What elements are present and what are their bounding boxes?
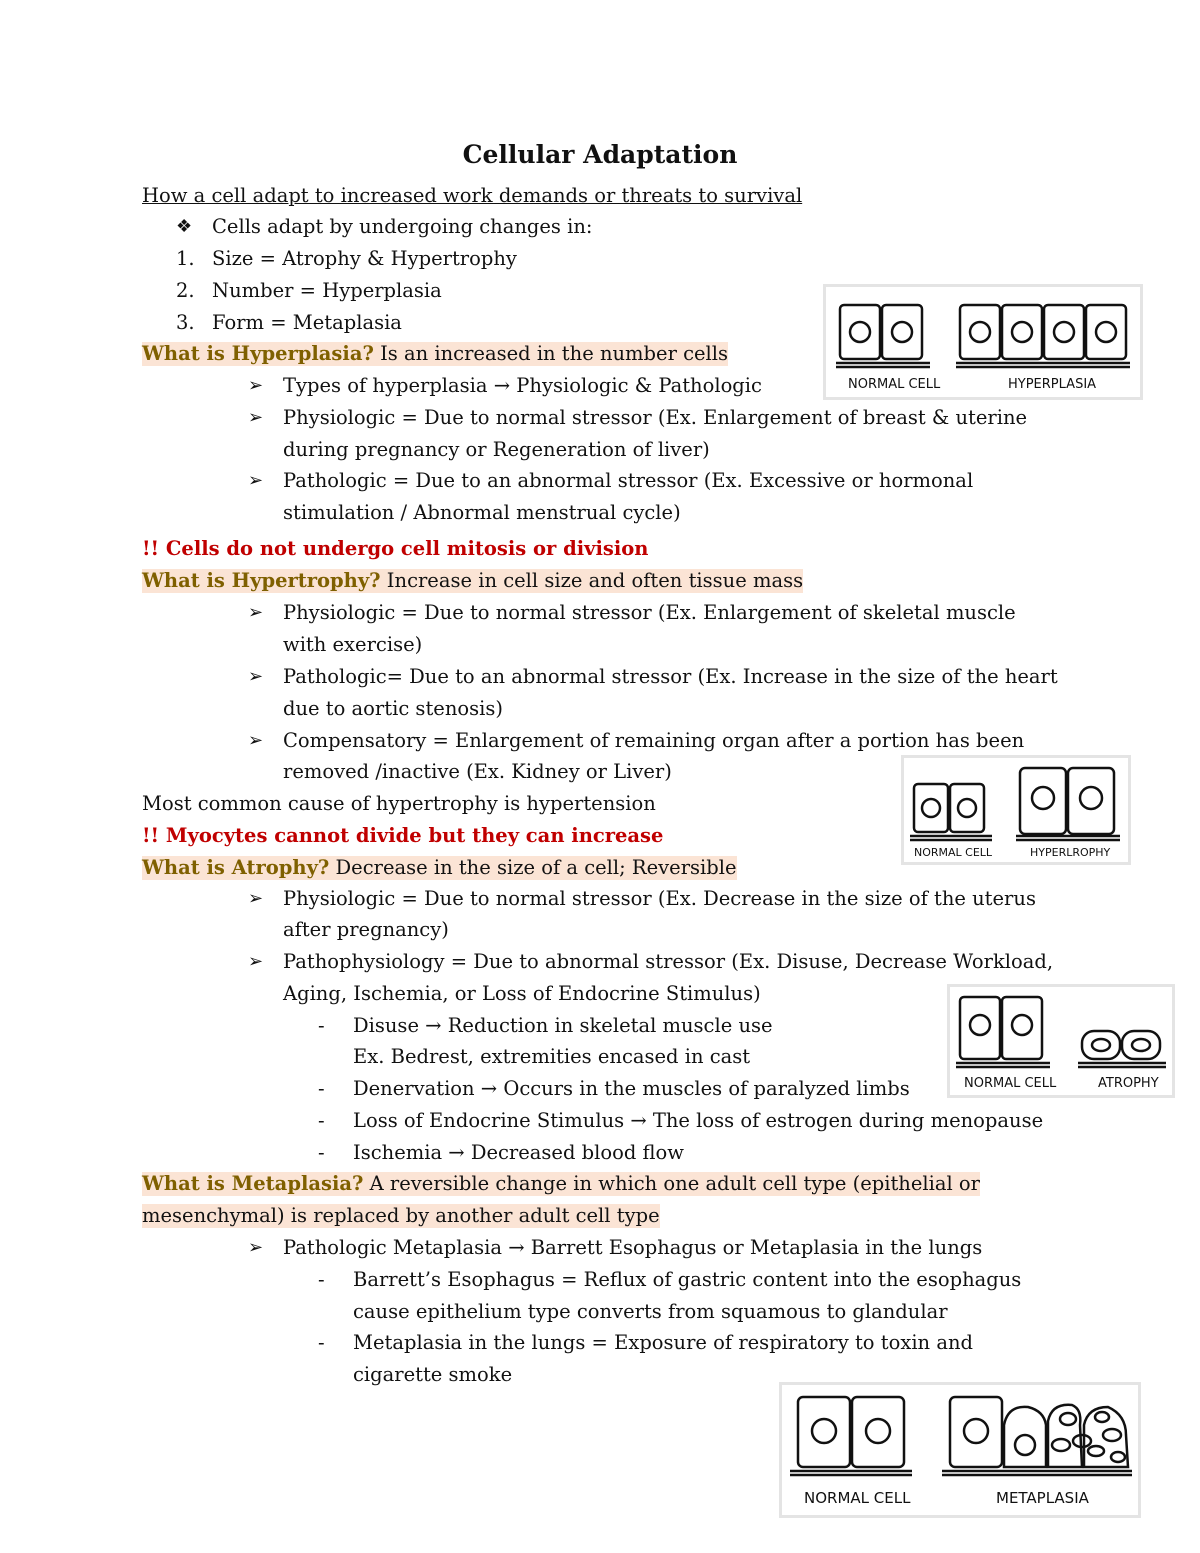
atrophy-ischemia: Ischemia → Decreased blood flow [353,1141,684,1164]
arrow-bullet-icon: ➢ [248,888,264,909]
atrophy-disuse-example: Ex. Bedrest, extremities encased in cast [353,1045,751,1068]
hypertrophy-physiologic: Physiologic = Due to normal stressor (Ex. Enlargement of skeletal muscle [283,601,1016,624]
atrophy-disuse: Disuse → Reduction in skeletal muscle use [353,1014,773,1037]
arrow-bullet-icon: ➢ [248,602,264,623]
hypertrophy-figure [901,755,1131,865]
figure-caption: METAPLASIA [996,1489,1089,1507]
atrophy-endocrine: Loss of Endocrine Stimulus → The loss of estrogen during menopause [353,1109,1044,1132]
metaplasia-barrett: Barrett’s Esophagus = Reflux of gastric content into the esophagus [353,1268,1022,1291]
metaplasia-barrett-cont: cause epithelium type converts from squamous to glandular [353,1300,948,1323]
atrophy-answer: Decrease in the size of a cell; Reversible [329,856,737,879]
figure-caption: HYPERLROPHY [1030,846,1111,859]
hyperplasia-answer: Is an increased in the number cells [373,342,729,365]
hypertrophy-compensatory: Compensatory = Enlargement of remaining organ after a portion has been [283,729,1025,752]
atrophy-heading [142,856,737,880]
list-item: Form = Metaplasia [212,311,402,334]
figure-caption: NORMAL CELL [964,1076,1057,1091]
hyperplasia-warning: !! Cells do not undergo cell mitosis or division [142,537,649,560]
list-item: Size = Atrophy & Hypertrophy [212,247,517,270]
atrophy-physiologic: Physiologic = Due to normal stressor (Ex. Decrease in the size of the uterus [283,887,1036,910]
hypertrophy-pathologic: Pathologic= Due to an abnormal stressor (Ex. Increase in the size of the heart [283,665,1058,688]
dash-bullet-icon: - [318,1268,325,1291]
hypertrophy-heading [142,569,803,593]
dash-bullet-icon: - [318,1141,325,1164]
atrophy-physiologic-cont: after pregnancy) [283,918,449,941]
metaplasia-answer-cont: mesenchymal) is replaced by another adult cell type [142,1204,660,1227]
arrow-bullet-icon: ➢ [248,375,264,396]
atrophy-pathophysiology-cont: Aging, Ischemia, or Loss of Endocrine Stimulus) [283,982,761,1005]
dash-bullet-icon: - [318,1077,325,1100]
hypertrophy-physiologic-cont: with exercise) [283,633,423,656]
hyperplasia-pathologic: Pathologic = Due to an abnormal stressor (Ex. Excessive or hormonal [283,469,974,492]
figure-caption: HYPERPLASIA [1008,377,1097,392]
intro-lead: Cells adapt by undergoing changes in: [212,215,593,238]
atrophy-diagram [950,987,1172,1095]
page-subtitle: How a cell adapt to increased work demands or threats to survival [142,184,803,207]
arrow-bullet-icon: ➢ [248,666,264,687]
dash-bullet-icon: - [318,1331,325,1354]
atrophy-question: What is Atrophy? [142,856,330,879]
list-number: 1. [176,247,195,270]
hyperplasia-physiologic-cont: during pregnancy or Regeneration of liver) [283,438,710,461]
atrophy-denervation: Denervation → Occurs in the muscles of paralyzed limbs [353,1077,910,1100]
hypertrophy-pathologic-cont: due to aortic stenosis) [283,697,503,720]
diamond-bullet-icon: ❖ [176,216,193,237]
hypertrophy-answer: Increase in cell size and often tissue mass [380,569,804,592]
metaplasia-diagram [782,1385,1138,1515]
hyperplasia-figure [823,284,1143,400]
arrow-bullet-icon: ➢ [248,407,264,428]
figure-caption: NORMAL CELL [848,377,941,392]
arrow-bullet-icon: ➢ [248,730,264,751]
list-number: 2. [176,279,195,302]
arrow-bullet-icon: ➢ [248,951,264,972]
hyperplasia-question: What is Hyperplasia? [142,342,374,365]
dash-bullet-icon: - [318,1014,325,1037]
figure-caption: NORMAL CELL [914,846,993,859]
figure-caption: ATROPHY [1098,1076,1159,1091]
arrow-bullet-icon: ➢ [248,1237,264,1258]
metaplasia-answer: A reversible change in which one adult cell type (epithelial or [363,1172,980,1195]
figure-caption: NORMAL CELL [804,1489,911,1507]
hyperplasia-types: Types of hyperplasia → Physiologic & Pathologic [283,374,762,397]
atrophy-pathophysiology: Pathophysiology = Due to abnormal stressor (Ex. Disuse, Decrease Workload, [283,950,1054,973]
list-number: 3. [176,311,195,334]
hyperplasia-heading [142,342,728,366]
metaplasia-lungs-cont: cigarette smoke [353,1363,513,1386]
hypertrophy-compensatory-cont: removed /inactive (Ex. Kidney or Liver) [283,760,672,783]
metaplasia-figure [779,1382,1141,1518]
metaplasia-heading [142,1172,980,1196]
hyperplasia-physiologic: Physiologic = Due to normal stressor (Ex. Enlargement of breast & uterine [283,406,1028,429]
hypertrophy-diagram [904,758,1128,862]
metaplasia-pathologic: Pathologic Metaplasia → Barrett Esophagus or Metaplasia in the lungs [283,1236,983,1259]
hypertrophy-common-cause: Most common cause of hypertrophy is hypertension [142,792,656,815]
metaplasia-lungs: Metaplasia in the lungs = Exposure of respiratory to toxin and [353,1331,973,1354]
hypertrophy-warning: !! Myocytes cannot divide but they can increase [142,824,664,847]
metaplasia-question: What is Metaplasia? [142,1172,364,1195]
hyperplasia-diagram [826,287,1140,397]
hyperplasia-pathologic-cont: stimulation / Abnormal menstrual cycle) [283,501,681,524]
list-item: Number = Hyperplasia [212,279,442,302]
hypertrophy-question: What is Hypertrophy? [142,569,381,592]
arrow-bullet-icon: ➢ [248,470,264,491]
page-title: Cellular Adaptation [462,140,738,169]
atrophy-figure [947,984,1175,1098]
dash-bullet-icon: - [318,1109,325,1132]
